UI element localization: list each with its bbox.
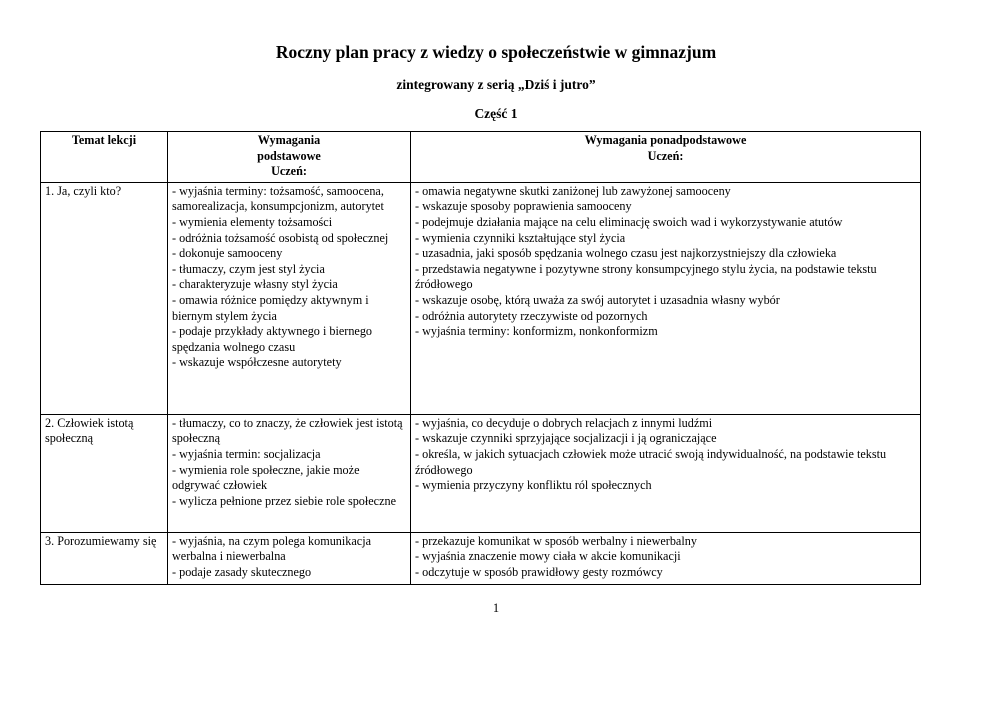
list-item: - podaje zasady skutecznego bbox=[172, 564, 312, 579]
basic-requirements-cell bbox=[168, 414, 411, 532]
basic-requirements-cell bbox=[168, 182, 411, 414]
list-item: - odróżnia tożsamość osobistą od społecznej bbox=[172, 230, 389, 245]
list-item: - podaje przykłady aktywnego i biernego spędzania wolnego czasu bbox=[172, 324, 373, 354]
advanced-requirements-cell bbox=[411, 414, 921, 532]
topic-cell: 1. Ja, czyli kto? bbox=[41, 182, 168, 414]
table-row bbox=[41, 532, 921, 584]
list-item: - przekazuje komunikat w sposób werbalny i niewerbalny bbox=[415, 533, 697, 548]
list-item: - charakteryzuje własny styl życia bbox=[172, 277, 338, 292]
list-item: - wymienia czynniki kształtujące styl życia bbox=[415, 230, 626, 245]
list-item: - omawia różnice pomiędzy aktywnym i biernym stylem życia bbox=[172, 292, 369, 323]
list-item: - określa, w jakich sytuacjach człowiek może utracić swoją indywidualność, na podstawie tekstu źródłowego bbox=[415, 446, 887, 477]
list-item: - wyjaśnia, co decyduje o dobrych relacjach z innymi ludźmi bbox=[415, 415, 713, 430]
list-item: - tłumaczy, co to znaczy, że człowiek jest istotą społeczną bbox=[172, 415, 403, 446]
topic-cell: 2. Człowiek istotą społeczną bbox=[41, 414, 168, 532]
page-number: 1 bbox=[492, 601, 500, 615]
header-basic-requirements: Wymagania podstawowe Uczeń: bbox=[168, 132, 411, 183]
list-item: - wskazuje współczesne autorytety bbox=[172, 355, 342, 370]
list-item: - odróżnia autorytety rzeczywiste od pozornych bbox=[415, 308, 648, 323]
list-item: - dokonuje samooceny bbox=[172, 246, 283, 261]
requirements-table bbox=[40, 131, 921, 585]
list-item: - wyjaśnia, na czym polega komunikacja werbalna i niewerbalna bbox=[172, 533, 371, 564]
list-item: - omawia negatywne skutki zaniżonej lub zawyżonej samooceny bbox=[415, 183, 731, 198]
list-item: - wyjaśnia terminy: tożsamość, samoocena, samorealizacja, konsumpcjonizm, autorytet bbox=[172, 183, 384, 214]
table-row bbox=[41, 414, 921, 532]
header-topic: Temat lekcji bbox=[41, 132, 168, 183]
list-item: - wskazuje czynniki sprzyjające socjalizacji i ją ograniczające bbox=[415, 431, 717, 446]
list-item: - uzasadnia, jaki sposób spędzania wolnego czasu jest najkorzystniejszy dla człowieka bbox=[415, 246, 837, 261]
advanced-requirements-cell bbox=[411, 182, 921, 414]
list-item: - wyjaśnia termin: socjalizacja bbox=[172, 446, 321, 461]
topic-cell: 3. Porozumiewamy się bbox=[41, 532, 168, 584]
basic-requirements-cell bbox=[168, 532, 411, 584]
list-item: - wyjaśnia terminy: konformizm, nonkonformizm bbox=[415, 324, 658, 339]
advanced-requirements-cell bbox=[411, 532, 921, 584]
table-row bbox=[41, 182, 921, 414]
list-item: - wymienia przyczyny konfliktu ról społecznych bbox=[415, 478, 652, 493]
list-item: - wylicza pełnione przez siebie role społeczne bbox=[172, 493, 397, 508]
list-item: - wymienia role społeczne, jakie może odgrywać człowiek bbox=[172, 462, 360, 493]
document-subtitle: zintegrowany z serią „Dziś i jutro” bbox=[396, 77, 596, 92]
list-item: - tłumaczy, czym jest styl życia bbox=[172, 261, 325, 276]
list-item: - wskazuje sposoby poprawienia samooceny bbox=[415, 199, 632, 214]
list-item: - odczytuje w sposób prawidłowy gesty rozmówcy bbox=[415, 564, 663, 579]
list-item: - wskazuje osobę, którą uważa za swój autorytet i uzasadnia własny wybór bbox=[415, 292, 780, 307]
document-part: Część 1 bbox=[474, 106, 518, 121]
list-item: - przedstawia negatywne i pozytywne strony konsumpcyjnego stylu życia, na podstawie tekstu źródłowego bbox=[415, 261, 877, 292]
list-item: - podejmuje działania mające na celu eliminację swoich wad i wykorzystywanie atutów bbox=[415, 214, 843, 229]
list-item: - wymienia elementy tożsamości bbox=[172, 214, 333, 229]
document-title: Roczny plan pracy z wiedzy o społeczeństwie w gimnazjum bbox=[275, 42, 717, 62]
list-item: - wyjaśnia znaczenie mowy ciała w akcie komunikacji bbox=[415, 549, 681, 564]
table-header-row bbox=[41, 132, 921, 183]
header-advanced-requirements: Wymagania ponadpodstawowe Uczeń: bbox=[411, 132, 921, 183]
